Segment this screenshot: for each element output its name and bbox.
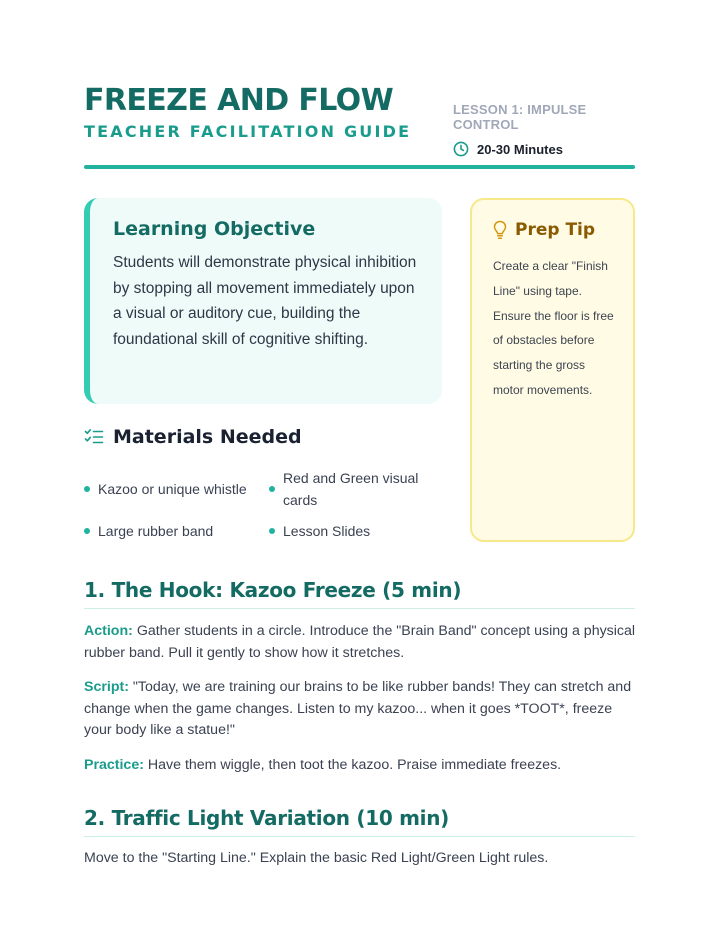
material-label: Large rubber band	[98, 523, 214, 539]
list-item	[269, 467, 439, 511]
page-title: FREEZE AND FLOW	[84, 83, 394, 118]
bullet-icon	[84, 486, 90, 492]
action-label: Action:	[84, 623, 133, 639]
section-1-action	[84, 621, 639, 664]
lightbulb-icon	[493, 220, 507, 240]
action-text: Gather students in a circle. Introduce the "Brain Band" concept using a physical rubber band. Pull it gently to show how it stretches.	[84, 623, 636, 661]
material-label: Lesson Slides	[283, 523, 371, 539]
list-item	[84, 478, 247, 500]
section-1-title: 1. The Hook: Kazoo Freeze (5 min)	[84, 578, 635, 609]
lesson-label: LESSON 1: IMPULSE CONTROL	[453, 102, 587, 132]
prep-tip-heading: Prep Tip	[515, 220, 596, 240]
prep-tip-text: Create a clear "Finish Line" using tape. Ensure the floor is free of obstacles before starting the gross motor movements.	[493, 259, 614, 397]
objective-heading: Learning Objective	[113, 218, 316, 240]
list-item	[84, 520, 213, 542]
header-divider	[84, 165, 635, 169]
page-subtitle: TEACHER FACILITATION GUIDE	[84, 122, 412, 141]
learning-objective-card	[84, 198, 442, 404]
practice-text: Have them wiggle, then toot the kazoo. Praise immediate freezes.	[143, 757, 562, 773]
lesson-meta	[453, 102, 643, 157]
bullet-icon	[269, 486, 275, 492]
section-1-practice	[84, 755, 639, 777]
section-1-script	[84, 677, 639, 742]
section-2-intro: Move to the "Starting Line." Explain the basic Red Light/Green Light rules.	[84, 850, 549, 866]
list-item	[269, 520, 370, 542]
section-2-title: 2. Traffic Light Variation (10 min)	[84, 806, 635, 837]
prep-tip-header	[493, 220, 619, 240]
duration-text: 20-30 Minutes	[477, 141, 563, 157]
materials-heading: Materials Needed	[113, 426, 302, 448]
checklist-icon	[84, 428, 104, 446]
bullet-icon	[84, 528, 90, 534]
bullet-icon	[269, 528, 275, 534]
clock-icon	[453, 141, 469, 157]
practice-label: Practice:	[84, 757, 144, 773]
material-label: Red and Green visual cards	[283, 470, 419, 508]
script-label: Script:	[84, 679, 129, 695]
objective-text: Students will demonstrate physical inhibition by stopping all movement immediately upon a visual or auditory cue, building the foundational skill of cognitive shifting.	[113, 254, 417, 348]
prep-tip-card	[470, 198, 635, 542]
page-header	[84, 83, 635, 157]
materials-header	[84, 426, 302, 448]
material-label: Kazoo or unique whistle	[98, 481, 247, 497]
script-text: "Today, we are training our brains to be like rubber bands! They can stretch and change when the game changes. Listen to my kazoo... when it goes *TOOT*, freeze your body like a statue!"	[84, 679, 632, 738]
duration-row	[453, 141, 643, 157]
